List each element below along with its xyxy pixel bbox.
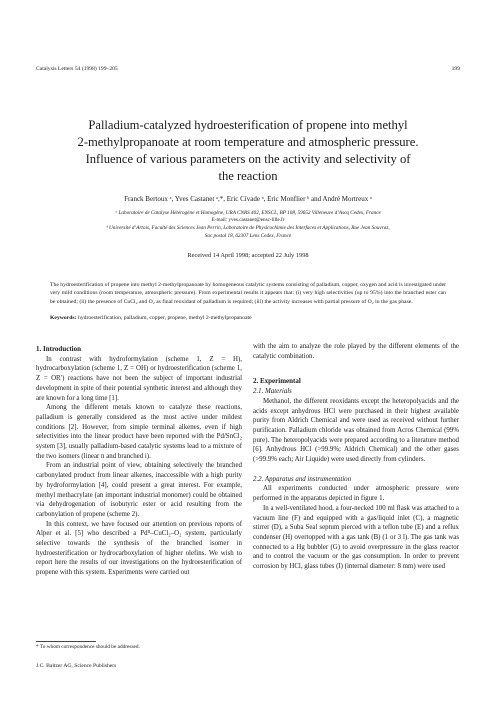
journal-header: Catalysis Letters 54 (1998) 199–205 [36, 66, 118, 72]
body-paragraph: Among the different metals known to catalyze these reactions, palladium is generally considered as the most active under mildest conditions [2]. However, from simple terminal alkenes, even if high selectivities into the linear product have been reported with the Pd/SnCl₂ system [3], usually palladium-based catalytic systems lead to a mixture of the two isomers (linear n and branched i). [36, 404, 242, 460]
author-list: Franck Bertoux ᵃ, Yves Castanet ᵃ,*, Eric Cívade ᵃ, Eric Monflier ᵇ and André Mortreux ᵃ [124, 195, 372, 203]
paper-title [40, 117, 456, 185]
body-paragraph: Methanol, the different reoxidants except the heteropolyacids and the acids except anhydrous HCl were purchased in their highest available purity from Aldrich Chemical and were used as received without further purification. Palladium chloride was obtained from Acros Chemical (99% pure). The heteropolyacids were prepared according to a literature method [6]. Anhydrous HCl (>99.9%; Aldrich Chemical) and the other gases (>99.9% each; Air Liquide) were used directly from cylinders. [253, 397, 459, 464]
footnote: * To whom correspondence should be addressed. [36, 644, 140, 650]
keywords [50, 315, 446, 321]
title-line: Palladium-catalyzed hydroesterification of propene into methyl [88, 118, 408, 132]
body-paragraph: with the aim to analyze the role played by the different elements of the catalytic combination. [253, 343, 459, 360]
subsection-title-apparatus: 2.2. Apparatus and instrumentation [253, 475, 352, 483]
subsection-title-materials: 2.1. Materials [253, 388, 292, 396]
affiliation-b [40, 225, 456, 240]
affiliation-a: ᵃ Laboratoire de Catalyse Hétérogène et Homogène, URA CNRS 402, ENSCL, BP 108, 59652 Villeneuve d’Ascq Cedex, France [115, 210, 381, 216]
affiliation-b-line: Sac postal 18, 62307 Lens Cedex, France [204, 232, 292, 239]
left-column [36, 345, 242, 578]
author-email: E-mail: yves.castanet@ensc-lille.fr [211, 217, 285, 223]
keywords-text: hydroesterification, palladium, copper, propene, methyl 2-methylpropanoate [77, 315, 252, 321]
received-dates: Received 14 April 1998; accepted 22 July 1998 [187, 252, 309, 259]
body-paragraph: From an industrial point of view, obtaining selectively the branched carbonylated product from linear alkenes, inaccessible with a high purity by hydroformylation [4], could present a great interest. For example, methyl methacrylate (an important industrial monomer) could be obtained via dehydrogenation of isobutyric ester or acid resulting from the carbonylation of propene (scheme 2). [36, 462, 242, 518]
footnote-rule [36, 641, 96, 642]
title-line: the reaction [218, 169, 278, 183]
body-paragraph: In a well-ventilated hood, a four-necked 100 ml flask was attached to a vacuum line (F) and equipped with a gas/liquid inlet (C), a magnetic stirrer (D), a Suba Seal septum pierced with a teflon tube (E) and a reflux condenser (H) overtopped with a gas tank (B) (1 or 3 l). The gas tank was connected to a Hg bubbler (G) to avoid overpressure in the glass reactor and to control the vacuum or the gas consumption. In order to prevent corrosion by HCl, glass tubes (I) (internal diameter: 8 mm) were used [253, 504, 459, 571]
title-line: 2-methylpropanoate at room temperature and atmospheric pressure. [77, 135, 419, 149]
title-line: Influence of various parameters on the activity and selectivity of [85, 152, 411, 166]
section-title-experimental: 2. Experimental [253, 377, 301, 386]
page-number: 199 [451, 66, 460, 72]
section-title-introduction: 1. Introduction [36, 345, 81, 353]
affiliation-b-line: ᵇ Université d’Artois, Faculté des Sciences Jean Perrin, Laboratoire de Physicochimie des Interfaces et Applications, Rue Jean Souvraz, [106, 225, 390, 231]
body-paragraph: In contrast with hydroformylation (scheme 1, Z = H), hydrocarboxylation (scheme 1, Z = OH) or hydroesterification (scheme 1, Z = OR′) reactions have not been the subject of important industrial development in spite of their potential synthetic interest and although they are known for a long time [1]. [36, 355, 242, 402]
body-paragraph: All experiments conducted under atmospheric pressure were performed in the apparatus depicted in figure 1. [253, 485, 459, 503]
body-paragraph: In this context, we have focused our attention on previous reports of Alper et al. [5] who described a Pdᴵᴵ–CuCl₂–O₂ system, particularly selective towards the synthesis of the branched isomer in hydroesterification or hydrocarboxylation of higher olefins. We wish to report here the results of our investigations on the hydroesterification of propene with this system. Experiments were carried out [36, 520, 242, 577]
right-column [253, 342, 459, 572]
keywords-label: Keywords: [50, 315, 77, 321]
publisher-line: J.C. Baltzer AG, Science Publishers [36, 663, 117, 669]
abstract: The hydroesterification of propene into methyl 2-methylpropanoate by homogeneous catalytic systems consisting of palladium, copper, oxygen and acid is investigated under very mild conditions (room temperature, atmospheric pressure). From experimental results it appears that: (i) very high selectivities (up to 95%) into the branched ester can be obtained; (ii) the presence of CuCl₂ and O₂ as final reoxidant of palladium is required; (iii) the activity increases with partial pressure of O₂ in the gas phase. [50, 282, 446, 305]
